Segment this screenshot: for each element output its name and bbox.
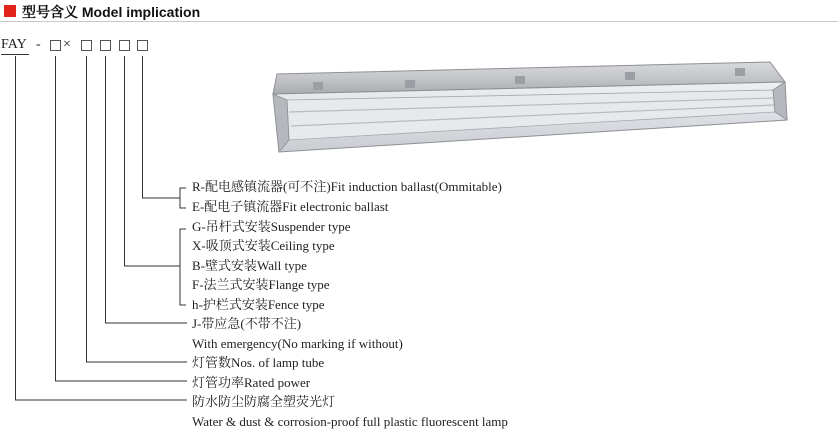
mount-option-wall: B-壁式安装Wall type <box>192 258 307 273</box>
emergency-description: With emergency(No marking if without) <box>192 336 403 351</box>
mount-option-ceiling: X-吸顶式安装Ceiling type <box>192 238 335 253</box>
ballast-option-electronic: E-配电子镇流器Fit electronic ballast <box>192 199 389 214</box>
section-title: 型号含义 Model implication <box>22 4 201 20</box>
mount-option-suspender: G-吊杆式安装Suspender type <box>192 219 351 234</box>
mount-option-fence: h-护栏式安装Fence type <box>192 297 325 312</box>
mount-option-flange: F-法兰式安装Flange type <box>192 277 330 292</box>
lamp-name-en: Water & dust & corrosion-proof full plastic fluorescent lamp <box>192 414 508 429</box>
model-prefix: FAY <box>1 37 27 52</box>
emergency-option: J-带应急(不带不注) <box>192 316 302 331</box>
fluorescent-lamp-fixture-image <box>265 60 790 155</box>
ballast-option-induction: R-配电感镇流器(可不注)Fit induction ballast(Ommitable) <box>192 179 502 194</box>
tube-count-label: 灯管数Nos. of lamp tube <box>192 355 325 370</box>
lamp-name-cn: 防水防尘防腐全塑荧光灯 <box>192 394 336 409</box>
model-dash: - <box>36 37 41 52</box>
rated-power-label: 灯管功率Rated power <box>192 375 311 390</box>
model-times: × <box>63 37 71 52</box>
